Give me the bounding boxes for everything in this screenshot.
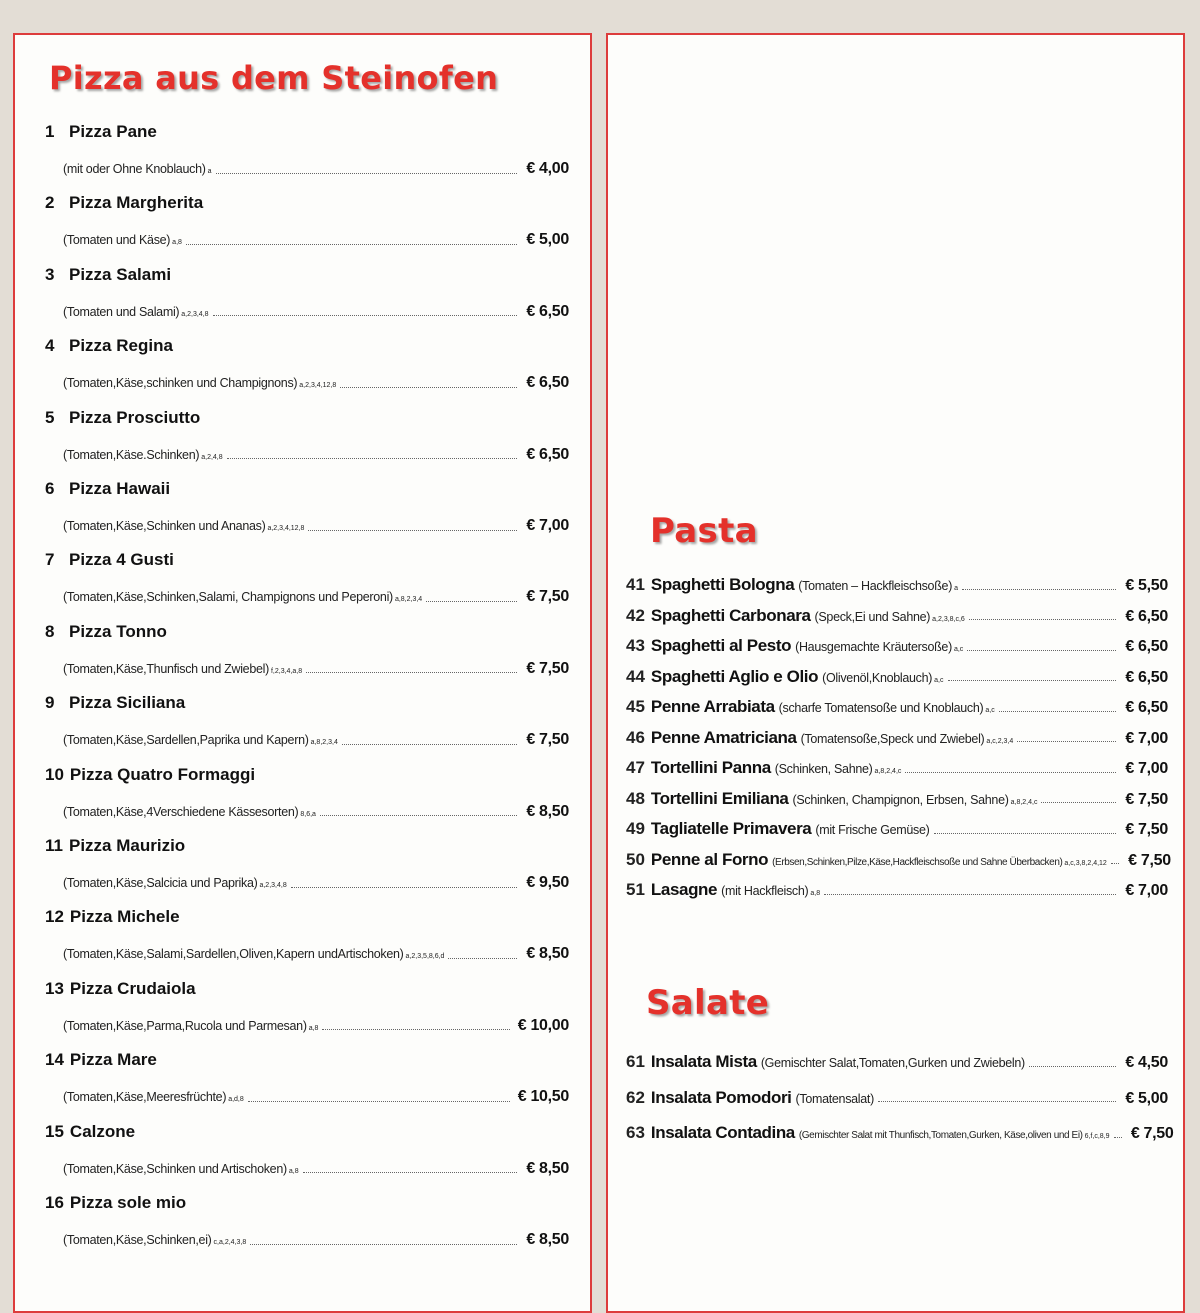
item-number: 49 [626,819,645,838]
item-number: 61 [626,1052,645,1071]
menu-item-name-row [45,834,565,858]
item-price: € 10,50 [517,1088,569,1106]
item-name: Pizza 4 Gusti [69,550,174,570]
item-description: (Tomaten,Käse,4Verschiedene Kässesorten) [63,804,299,819]
item-number: 14 [45,1050,64,1070]
item-price: € 10,00 [517,1016,569,1034]
allergen-codes: a [207,168,212,175]
item-name: Tortellini Emiliana [650,788,789,808]
item-name: Spaghetti Carbonara [650,605,811,625]
dot-leader [934,833,1116,834]
allergen-codes: a,8,2,4,c [874,768,902,775]
item-name: Penne Amatriciana [650,727,797,747]
item-description: (Tomaten – Hackfleischsoße) [798,579,953,593]
dot-leader [967,650,1116,651]
item-price: € 7,50 [1125,821,1168,838]
menu-item-detail-row [63,871,569,895]
menu-item-name-row [45,763,565,787]
item-name: Penne Arrabiata [650,697,775,716]
item-price: € 8,50 [526,1231,569,1248]
item-description: (Tomaten und Käse) [63,233,171,248]
item-number: 43 [626,636,645,655]
allergen-codes: a,2,3,8,c,6 [932,615,965,623]
item-name: Pizza Quatro Formaggi [69,764,256,784]
dot-leader [308,530,517,531]
item-price: € 7,00 [526,517,569,534]
item-price: € 6,50 [526,302,569,320]
menu-item-detail-row [63,1228,569,1252]
dot-leader [248,1101,510,1102]
menu-item-detail-row [63,1014,569,1038]
item-price: € 7,50 [526,731,569,749]
allergen-codes: a,2,3,4,8 [259,882,287,889]
menu-item-row [626,663,1168,691]
item-name: Tortellini Panna [650,758,771,777]
item-price: € 7,50 [1130,1125,1174,1142]
item-price: € 6,50 [526,445,569,463]
item-number: 1 [45,122,55,141]
dot-leader [962,589,1116,590]
dot-leader [291,887,517,888]
dot-leader [1041,802,1116,803]
menu-item-name-row [45,548,565,572]
dot-leader [340,387,517,388]
dot-leader [306,672,517,673]
pizza-menu-panel [13,33,592,1313]
item-price: € 5,00 [526,231,569,249]
allergen-codes: a,8,2,3,4 [394,596,423,604]
menu-item-row [626,754,1168,782]
dot-leader [1029,1066,1116,1067]
dot-leader [999,711,1116,712]
item-description: (mit Frische Gemüse) [815,823,930,837]
menu-item-row [626,571,1168,599]
dot-leader [1111,863,1119,864]
item-price: € 7,50 [1125,790,1168,808]
item-price: € 5,50 [1125,577,1168,594]
menu-item-name-row [45,905,565,929]
item-price: € 7,50 [526,659,569,677]
dot-leader [250,1244,517,1245]
item-name: Pizza Regina [69,336,173,356]
item-description: (Tomaten,Käse,Schinken,Salami, Champignons und Peperoni) [63,590,393,605]
item-number: 4 [45,336,55,356]
menu-item-detail-row [63,157,569,181]
menu-item-detail-row [63,514,569,538]
menu-item-name-row [45,334,565,358]
dot-leader [303,1172,517,1173]
item-description: (Tomaten,Käse,Salcicia und Paprika) [63,876,258,890]
dot-leader [322,1029,509,1030]
item-name: Pizza Maurizio [69,836,186,855]
item-number: 5 [45,407,55,427]
item-description: (scharfe Tomatensoße und Knoblauch) [778,701,984,715]
menu-item-row [626,785,1168,813]
item-description: (Tomaten,Käse,Schinken und Artischoken) [63,1161,287,1176]
allergen-codes: a,8,2,4,c [1010,798,1038,806]
item-description: (Tomaten,Käse.Schinken) [63,447,200,462]
item-name: Calzone [69,1121,136,1141]
item-price: € 6,50 [1125,668,1168,686]
item-description: (Tomatensalat) [795,1091,874,1106]
menu-item-detail-row [63,800,569,824]
item-number: 48 [626,788,645,808]
menu-item-row [626,876,1168,904]
item-price: € 6,50 [1125,638,1168,655]
allergen-codes: a [954,585,958,592]
menu-item-detail-row [63,300,569,324]
allergen-codes: c,a,2,4,3,8 [213,1239,247,1246]
item-description: (Tomaten,Käse,schinken und Champignons) [63,376,298,391]
menu-item-detail-row [63,1085,569,1109]
pizza-section-heading: Pizza aus dem Steinofen [49,59,499,97]
menu-item-name-row [45,406,565,430]
item-number: 2 [45,193,55,213]
item-number: 16 [45,1193,64,1212]
item-price: € 8,50 [526,802,569,820]
item-number: 45 [626,697,645,716]
menu-item-name-row [45,263,565,287]
allergen-codes: 6,f,c,8,9 [1084,1133,1110,1140]
dot-leader [969,619,1116,620]
menu-item-row [626,693,1168,721]
item-price: € 6,50 [526,374,569,392]
menu-item-row [626,1084,1168,1112]
menu-item-name-row [45,191,565,215]
item-price: € 8,50 [526,945,569,963]
allergen-codes: a,d,8 [228,1096,244,1104]
item-number: 12 [45,907,64,927]
allergen-codes: a,8,2,3,4 [310,739,338,747]
item-number: 7 [45,550,55,570]
item-price: € 4,50 [1125,1054,1168,1071]
allergen-codes: a,2,4,8 [201,453,223,461]
item-name: Pizza Hawaii [69,479,171,498]
item-price: € 7,50 [526,588,569,606]
item-description: (Tomaten,Käse,Meeresfrüchte) [63,1090,227,1105]
item-number: 13 [45,978,64,998]
item-name: Lasagne [650,880,718,899]
item-name: Pizza sole mio [69,1193,187,1212]
menu-item-detail-row [63,443,569,467]
menu-item-row [626,1119,1174,1147]
allergen-codes: a,8 [288,1167,299,1175]
menu-item-row [626,815,1168,843]
item-description: (Schinken, Sahne) [774,762,873,776]
menu-item-row [626,846,1171,874]
item-name: Insalata Mista [650,1052,757,1071]
menu-item-detail-row [63,657,569,681]
item-description: (Gemischter Salat mit Thunfisch,Tomaten,Gurken, Käse,oliven und Ei) [798,1130,1083,1141]
menu-item-name-row [45,1191,565,1215]
menu-item-name-row [45,477,565,501]
menu-item-detail-row [63,228,569,252]
allergen-codes: a,2,3,4,12,8 [267,525,305,532]
item-number: 50 [626,849,645,869]
menu-item-name-row [45,977,565,1001]
dot-leader [1114,1137,1122,1138]
menu-item-detail-row [63,585,569,609]
item-name: Pizza Mare [69,1050,157,1070]
item-description: (Gemischter Salat,Tomaten,Gurken und Zwiebeln) [760,1056,1025,1070]
item-number: 51 [626,880,645,899]
dot-leader [227,458,517,459]
dot-leader [426,601,517,602]
pasta-section-heading: Pasta [650,511,758,551]
item-name: Insalata Contadina [650,1123,795,1142]
dot-leader [1017,741,1116,742]
menu-item-name-row [45,1048,565,1072]
allergen-codes: a,c,2,3,4 [986,737,1014,745]
menu-item-detail-row [63,728,569,752]
menu-item-row [626,724,1168,752]
item-price: € 7,00 [1125,729,1168,747]
item-price: € 5,00 [1125,1089,1168,1107]
item-number: 42 [626,605,645,625]
item-number: 15 [45,1121,64,1141]
item-name: Spaghetti al Pesto [650,636,792,655]
item-description: (Schinken, Champignon, Erbsen, Sahne) [792,792,1009,807]
menu-item-name-row [45,620,565,644]
item-name: Pizza Crudaiola [69,978,196,998]
item-description: (Tomaten,Käse,Parma,Rucola und Parmesan) [63,1018,307,1033]
item-price: € 6,50 [1125,607,1168,625]
item-number: 10 [45,764,64,784]
menu-item-detail-row [63,942,569,966]
dot-leader [824,894,1116,895]
item-name: Pizza Siciliana [69,693,186,713]
menu-item-name-row [45,691,565,715]
dot-leader [213,315,517,316]
item-description: (Erbsen,Schinken,Pilze,Käse,Hackfleischsoße und Sahne Überbacken) [772,856,1063,868]
menu-item-detail-row [63,371,569,395]
allergen-codes: a,8 [172,239,182,247]
allergen-codes: a,2,3,4,8 [181,310,209,318]
item-number: 44 [626,666,645,686]
item-name: Penne al Forno [650,849,769,869]
allergen-codes: a,c,3,8,2,4,12 [1064,859,1107,867]
item-description: (Tomaten,Käse,Schinken und Ananas) [63,519,266,533]
salate-section-heading: Salate [646,983,770,1023]
menu-item-row [626,602,1168,630]
item-price: € 4,00 [526,160,569,177]
dot-leader [186,244,517,245]
dot-leader [878,1101,1116,1102]
item-name: Spaghetti Aglio e Olio [650,666,819,686]
item-name: Pizza Salami [69,264,172,284]
item-description: (Tomaten,Käse,Salami,Sardellen,Oliven,Kapern undArtischoken) [63,947,404,962]
menu-item-detail-row [63,1157,569,1181]
item-description: (mit oder Ohne Knoblauch) [63,162,206,176]
menu-item-row [626,1048,1168,1076]
allergen-codes: a,2,3,5,8,6,d [405,953,445,961]
item-number: 11 [45,836,63,855]
item-name: Pizza Pane [69,122,157,141]
item-number: 8 [45,621,55,641]
allergen-codes: a,c [985,707,995,714]
dot-leader [320,815,517,816]
item-name: Spaghetti Bologna [650,575,795,594]
dot-leader [448,958,517,959]
item-description: (Olivenöl,Knoblauch) [822,670,933,685]
menu-item-name-row [45,120,565,144]
item-description: (Tomaten,Käse,Thunfisch und Zwiebel) [63,661,269,676]
item-price: € 7,00 [1125,882,1168,899]
item-name: Pizza Margherita [69,193,204,213]
item-name: Pizza Tonno [69,621,167,641]
item-number: 9 [45,693,55,713]
allergen-codes: a,8 [308,1024,319,1032]
item-price: € 8,50 [526,1159,569,1177]
item-description: (Tomaten und Salami) [63,304,180,319]
item-number: 3 [45,264,55,284]
item-number: 62 [626,1087,645,1107]
item-price: € 6,50 [1125,699,1168,716]
item-description: (Speck,Ei und Sahne) [814,609,931,624]
menu-item-name-row [45,1120,565,1144]
allergen-codes: 8,6,a [300,810,316,818]
item-number: 41 [626,575,645,594]
item-number: 6 [45,479,55,498]
allergen-codes: f,2,3,4,a,8 [270,667,303,675]
allergen-codes: a,c [953,646,964,653]
dot-leader [216,173,518,174]
item-number: 46 [626,727,645,747]
item-description: (Tomaten,Käse,Schinken,ei) [63,1233,212,1247]
item-number: 47 [626,758,645,777]
menu-item-row [626,632,1168,660]
item-name: Pizza Michele [69,907,180,927]
item-price: € 7,50 [1128,851,1171,869]
item-price: € 7,00 [1125,760,1168,777]
allergen-codes: a,c [934,676,944,684]
allergen-codes: a,8 [810,890,821,897]
item-description: (Tomatensoße,Speck und Zwiebel) [800,731,985,746]
item-number: 63 [626,1123,645,1142]
item-price: € 9,50 [526,874,569,891]
item-description: (Tomaten,Käse,Sardellen,Paprika und Kapern) [63,733,309,748]
item-name: Pizza Prosciutto [69,407,201,427]
dot-leader [342,744,517,745]
allergen-codes: a,2,3,4,12,8 [299,382,337,390]
item-description: (Hausgemachte Kräutersoße) [795,640,952,654]
item-name: Tagliatelle Primavera [650,819,812,838]
item-name: Insalata Pomodori [650,1087,792,1107]
dot-leader [948,680,1117,681]
dot-leader [905,772,1116,773]
item-description: (mit Hackfleisch) [721,884,809,898]
pasta-salate-panel [606,33,1185,1313]
